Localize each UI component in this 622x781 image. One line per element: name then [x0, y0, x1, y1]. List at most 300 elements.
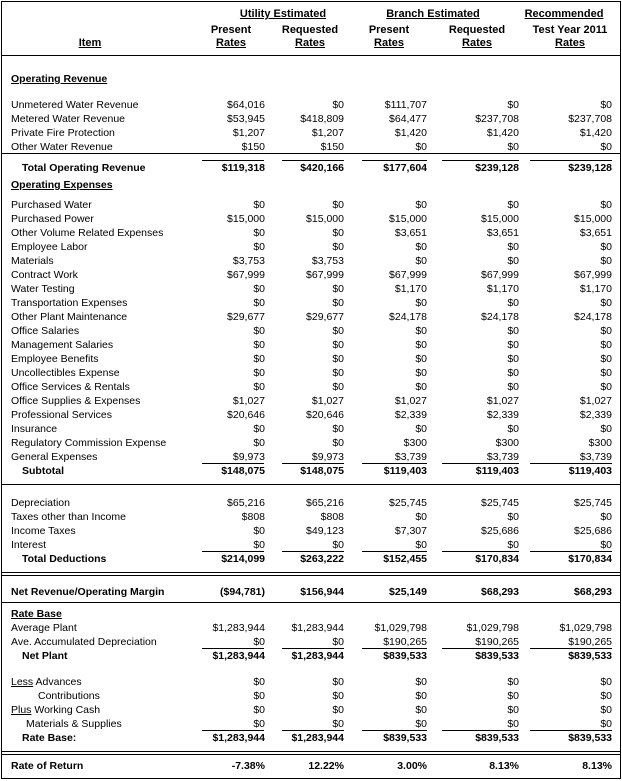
row-value: $1,420 — [486, 127, 519, 139]
row-label: Uncollectibles Expense — [11, 367, 120, 379]
row-value: $420,166 — [300, 162, 344, 174]
table-row — [2, 296, 620, 310]
row-value: $150 — [320, 141, 344, 153]
column-rule — [530, 551, 612, 552]
row-value: $1,283,944 — [291, 622, 344, 634]
column-rule — [530, 730, 612, 731]
row-value: $111,707 — [384, 99, 427, 111]
column-header-line: Rates — [555, 37, 585, 49]
row-value: $839,533 — [383, 650, 427, 662]
row-label: Rate Base: — [22, 732, 77, 744]
row-value: $29,677 — [227, 311, 265, 323]
row-label: Metered Water Revenue — [11, 113, 125, 125]
row-value: $0 — [600, 511, 612, 523]
row-value: $15,000 — [481, 213, 519, 225]
table-row — [2, 324, 620, 338]
row-value: $0 — [332, 381, 344, 393]
row-value: $190,265 — [568, 636, 612, 648]
row-value: $0 — [507, 255, 519, 267]
row-value: $0 — [253, 241, 265, 253]
column-rule — [442, 463, 519, 464]
row-value: $0 — [507, 141, 519, 153]
table-row — [2, 268, 620, 282]
row-value: $1,027 — [579, 395, 612, 407]
row-value: $3,651 — [579, 227, 612, 239]
column-rule — [282, 730, 344, 731]
row-value: $24,178 — [574, 311, 612, 323]
row-value: $25,745 — [574, 497, 612, 509]
row-value: $1,283,944 — [212, 650, 265, 662]
table-row — [2, 675, 620, 689]
row-value: $0 — [253, 325, 265, 337]
table-row — [2, 394, 620, 408]
row-value: $0 — [253, 367, 265, 379]
row-value: $190,265 — [383, 636, 427, 648]
row-label-rest: Working Cash — [31, 704, 101, 716]
column-header-1 — [265, 24, 355, 50]
row-value: $0 — [332, 676, 344, 688]
column-rule — [362, 551, 427, 552]
row-value: $170,834 — [475, 553, 519, 565]
table-row — [2, 538, 620, 552]
group-branch-estimated: Branch Estimated — [386, 8, 480, 20]
rule-after-deductions-1 — [2, 572, 620, 573]
row-value: $0 — [600, 690, 612, 702]
rule-after-rate-base-2 — [2, 754, 620, 755]
table-row — [2, 649, 620, 663]
row-value: $0 — [415, 511, 427, 523]
table-row — [2, 352, 620, 366]
table-row — [2, 140, 620, 154]
column-rule — [362, 463, 427, 464]
column-rule — [362, 648, 427, 649]
group-utility-estimated: Utility Estimated — [239, 8, 327, 20]
rule-after-deductions-2 — [2, 575, 620, 576]
row-label: Interest — [11, 539, 47, 551]
row-value: $0 — [332, 690, 344, 702]
column-header-line: Rates — [295, 37, 325, 49]
table-row — [2, 366, 620, 380]
row-label: Office Salaries — [11, 325, 80, 337]
row-value: $0 — [600, 339, 612, 351]
row-label: Employee Labor — [11, 241, 88, 253]
row-label: Rate Base — [11, 608, 62, 620]
column-rule — [362, 730, 427, 731]
column-header-0 — [186, 24, 276, 50]
row-label-prefix: Less — [11, 676, 34, 688]
row-label: Purchased Water — [11, 199, 92, 211]
table-row — [2, 703, 620, 717]
row-value: $20,646 — [227, 409, 265, 421]
column-header-line: Rates — [216, 37, 246, 49]
table-row — [2, 422, 620, 436]
row-value: $239,128 — [568, 162, 612, 174]
row-label: Operating Revenue — [11, 73, 108, 85]
row-value: $1,207 — [232, 127, 265, 139]
row-value: $0 — [253, 381, 265, 393]
row-value: $0 — [600, 199, 612, 211]
row-value: $1,420 — [579, 127, 612, 139]
table-row — [2, 380, 620, 394]
table-row — [2, 552, 620, 566]
row-value: $0 — [600, 141, 612, 153]
row-value: $0 — [600, 297, 612, 309]
row-value: $150 — [241, 141, 265, 153]
row-value: $0 — [507, 539, 519, 551]
row-value: $24,178 — [481, 311, 519, 323]
table-row — [2, 112, 620, 126]
table-row — [2, 98, 620, 112]
column-rule — [442, 551, 519, 552]
row-value: $0 — [600, 353, 612, 365]
column-header-3 — [432, 24, 522, 50]
row-value: $0 — [600, 241, 612, 253]
column-header-line: Rates — [374, 37, 404, 49]
row-value: $237,708 — [475, 113, 519, 125]
column-rule — [202, 160, 264, 161]
row-value: $1,027 — [232, 395, 265, 407]
row-value: $0 — [415, 325, 427, 337]
row-label: Income Taxes — [11, 525, 76, 537]
table-row — [2, 464, 620, 478]
row-label: Materials — [11, 255, 54, 267]
row-value: $0 — [507, 718, 519, 730]
row-label: Other Volume Related Expenses — [11, 227, 164, 239]
row-label: Contributions — [38, 690, 100, 702]
row-value: $3,739 — [486, 451, 519, 463]
table-row — [2, 635, 620, 649]
row-value: ($94,781) — [220, 586, 265, 598]
row-value: $0 — [332, 539, 344, 551]
row-value: $119,403 — [383, 465, 427, 477]
row-value: $65,216 — [227, 497, 265, 509]
column-rule — [202, 648, 264, 649]
row-value: $0 — [332, 199, 344, 211]
column-rule — [530, 648, 612, 649]
row-label: Purchased Power — [11, 213, 94, 225]
row-value: $0 — [253, 718, 265, 730]
row-value: $0 — [332, 325, 344, 337]
row-value: $148,075 — [221, 465, 265, 477]
row-label: Office Supplies & Expenses — [11, 395, 141, 407]
table-row — [2, 759, 620, 773]
table-row — [2, 731, 620, 745]
row-value: $29,677 — [306, 311, 344, 323]
row-value: $67,999 — [306, 269, 344, 281]
row-value: $0 — [600, 99, 612, 111]
row-value: $119,403 — [568, 465, 612, 477]
row-value: $839,533 — [475, 732, 519, 744]
row-value: $0 — [253, 353, 265, 365]
row-value: $1,283,944 — [212, 732, 265, 744]
row-value: $3,753 — [311, 255, 344, 267]
row-value: $0 — [253, 704, 265, 716]
row-value: $3,651 — [486, 227, 519, 239]
row-value: $24,178 — [389, 311, 427, 323]
column-rule — [282, 160, 344, 161]
row-value: $53,945 — [227, 113, 265, 125]
row-label: Office Services & Rentals — [11, 381, 130, 393]
row-value: $0 — [415, 676, 427, 688]
row-value: $0 — [332, 241, 344, 253]
row-value: $0 — [507, 423, 519, 435]
column-rule — [530, 160, 612, 161]
row-value: $0 — [332, 704, 344, 716]
row-value: $148,075 — [300, 465, 344, 477]
row-value: $0 — [507, 199, 519, 211]
row-value: $9,973 — [311, 451, 344, 463]
column-header-line: Requested — [281, 24, 339, 36]
row-label: Other Water Revenue — [11, 141, 113, 153]
row-value: $7,307 — [394, 525, 427, 537]
table-row — [2, 510, 620, 524]
row-value: $0 — [253, 297, 265, 309]
row-value: $9,973 — [232, 451, 265, 463]
row-value: $0 — [600, 718, 612, 730]
row-value: $0 — [415, 339, 427, 351]
row-label: Transportation Expenses — [11, 297, 128, 309]
column-header-2 — [344, 24, 434, 50]
row-value: $0 — [600, 325, 612, 337]
row-value: $0 — [415, 367, 427, 379]
row-value: $0 — [332, 99, 344, 111]
row-value: $25,149 — [389, 586, 427, 598]
row-value: $1,420 — [394, 127, 427, 139]
row-value: $0 — [332, 283, 344, 295]
row-label: Other Plant Maintenance — [11, 311, 128, 323]
row-value: $1,283,944 — [212, 622, 265, 634]
row-value: $3,753 — [232, 255, 265, 267]
row-label: Management Salaries — [11, 339, 114, 351]
row-value: $1,283,944 — [291, 650, 344, 662]
row-value: $15,000 — [227, 213, 265, 225]
row-value: $190,265 — [475, 636, 519, 648]
row-value: $2,339 — [579, 409, 612, 421]
row-value: $0 — [507, 353, 519, 365]
row-value: $0 — [332, 297, 344, 309]
table-row — [2, 161, 620, 175]
row-label: Net Plant — [22, 650, 68, 662]
row-label: Total Operating Revenue — [22, 162, 146, 174]
row-value: $67,999 — [227, 269, 265, 281]
row-value: $1,170 — [486, 283, 519, 295]
row-value: $214,099 — [221, 553, 265, 565]
row-label-rest: Advances — [33, 676, 82, 688]
row-value: $156,944 — [300, 586, 344, 598]
row-label: Unmetered Water Revenue — [11, 99, 139, 111]
column-rule — [442, 648, 519, 649]
row-value: $68,293 — [574, 586, 612, 598]
row-value: $0 — [332, 437, 344, 449]
column-rule — [282, 648, 344, 649]
table-row — [2, 72, 620, 86]
row-value: 12.22% — [308, 760, 344, 772]
rule-after-rate-base-1 — [2, 751, 620, 752]
row-value: $839,533 — [475, 650, 519, 662]
row-value: $1,029,798 — [559, 622, 612, 634]
row-value: $0 — [507, 381, 519, 393]
table-row — [2, 607, 620, 621]
row-value: $25,745 — [481, 497, 519, 509]
item-header: Item — [78, 37, 102, 49]
row-value: $0 — [415, 381, 427, 393]
row-value: $65,216 — [306, 497, 344, 509]
row-value: $300 — [495, 437, 519, 449]
row-label: Private Fire Protection — [11, 127, 115, 139]
row-label: Insurance — [11, 423, 58, 435]
row-value: $0 — [415, 690, 427, 702]
column-rule — [202, 551, 264, 552]
table-row — [2, 212, 620, 226]
column-rule — [282, 463, 344, 464]
table-row — [2, 524, 620, 538]
row-value: $49,123 — [306, 525, 344, 537]
row-label — [11, 703, 100, 717]
table-row — [2, 436, 620, 450]
column-header-line: Present — [210, 24, 252, 36]
row-value: $0 — [507, 704, 519, 716]
row-label: Taxes other than Income — [11, 511, 126, 523]
row-value: $67,999 — [481, 269, 519, 281]
row-value: $0 — [253, 199, 265, 211]
row-value: $177,604 — [383, 162, 427, 174]
row-value: $0 — [253, 676, 265, 688]
row-label: Total Deductions — [22, 553, 107, 565]
row-value: $2,339 — [394, 409, 427, 421]
row-value: $64,016 — [227, 99, 265, 111]
table-row — [2, 496, 620, 510]
row-value: $0 — [600, 255, 612, 267]
row-value: $68,293 — [481, 586, 519, 598]
rule-after-net-revenue — [2, 602, 620, 603]
row-value: $0 — [600, 539, 612, 551]
column-header-4 — [525, 24, 615, 50]
table-row — [2, 198, 620, 212]
row-value: $1,170 — [394, 283, 427, 295]
table-row — [2, 689, 620, 703]
row-value: $0 — [507, 297, 519, 309]
row-value: $0 — [600, 676, 612, 688]
row-value: $1,170 — [579, 283, 612, 295]
row-value: $239,128 — [475, 162, 519, 174]
row-value: $0 — [332, 353, 344, 365]
row-value: $0 — [253, 437, 265, 449]
row-value: $0 — [507, 367, 519, 379]
row-value: $67,999 — [389, 269, 427, 281]
header-rule — [2, 55, 620, 56]
row-value: $0 — [415, 353, 427, 365]
row-value: $1,027 — [311, 395, 344, 407]
row-value: $0 — [253, 690, 265, 702]
row-value: $418,809 — [300, 113, 344, 125]
column-rule — [362, 160, 427, 161]
row-value: $1,029,798 — [466, 622, 519, 634]
row-value: $839,533 — [383, 732, 427, 744]
row-value: $0 — [415, 255, 427, 267]
row-value: $1,283,944 — [291, 732, 344, 744]
row-value: $15,000 — [389, 213, 427, 225]
row-value: $0 — [332, 718, 344, 730]
row-value: $0 — [253, 525, 265, 537]
row-value: $0 — [507, 325, 519, 337]
row-value: 8.13% — [582, 760, 612, 772]
table-row — [2, 240, 620, 254]
row-label: Rate of Return — [11, 760, 84, 772]
row-value: $0 — [253, 636, 265, 648]
row-value: $0 — [600, 381, 612, 393]
column-header-line: Rates — [462, 37, 492, 49]
income-statement-table — [1, 1, 621, 779]
row-label — [11, 675, 82, 689]
row-value: $15,000 — [574, 213, 612, 225]
row-value: $3,739 — [394, 451, 427, 463]
row-label: Average Plant — [11, 622, 77, 634]
row-value: $808 — [241, 511, 265, 523]
table-row — [2, 178, 620, 192]
row-value: $300 — [588, 437, 612, 449]
column-rule — [202, 463, 264, 464]
row-value: $0 — [253, 283, 265, 295]
row-label: General Expenses — [11, 451, 98, 463]
row-value: $0 — [415, 539, 427, 551]
row-value: $0 — [253, 227, 265, 239]
row-label: Ave. Accumulated Depreciation — [11, 636, 157, 648]
row-value: $119,318 — [221, 162, 265, 174]
row-label: Contract Work — [11, 269, 78, 281]
row-label: Subtotal — [22, 465, 64, 477]
row-value: $25,686 — [574, 525, 612, 537]
row-value: $0 — [600, 423, 612, 435]
table-row — [2, 621, 620, 635]
table-row — [2, 408, 620, 422]
table-row — [2, 717, 620, 731]
row-label-prefix: Plus — [11, 704, 32, 716]
row-value: $25,686 — [481, 525, 519, 537]
row-value: $64,477 — [389, 113, 427, 125]
row-value: $67,999 — [574, 269, 612, 281]
row-label: Depreciation — [11, 497, 70, 509]
row-value: $0 — [332, 636, 344, 648]
table-row — [2, 282, 620, 296]
row-value: $170,834 — [568, 553, 612, 565]
column-rule — [442, 160, 519, 161]
row-value: $0 — [415, 704, 427, 716]
row-value: $808 — [320, 511, 344, 523]
row-value: 8.13% — [489, 760, 519, 772]
row-value: $0 — [253, 423, 265, 435]
row-label: Professional Services — [11, 409, 112, 421]
row-value: $0 — [507, 511, 519, 523]
row-value: $15,000 — [306, 213, 344, 225]
row-value: $1,027 — [394, 395, 427, 407]
row-value: $152,455 — [383, 553, 427, 565]
table-row — [2, 226, 620, 240]
column-rule — [282, 551, 344, 552]
table-row — [2, 450, 620, 464]
group-recommended: Recommended — [524, 8, 604, 20]
row-value: $1,029,798 — [374, 622, 427, 634]
row-value: $0 — [253, 339, 265, 351]
row-value: $0 — [415, 718, 427, 730]
row-value: $0 — [415, 199, 427, 211]
row-value: $0 — [332, 227, 344, 239]
table-row — [2, 126, 620, 140]
column-rule — [530, 463, 612, 464]
row-value: $1,027 — [486, 395, 519, 407]
row-value: $839,533 — [568, 650, 612, 662]
row-value: $0 — [332, 339, 344, 351]
row-value: $0 — [415, 241, 427, 253]
